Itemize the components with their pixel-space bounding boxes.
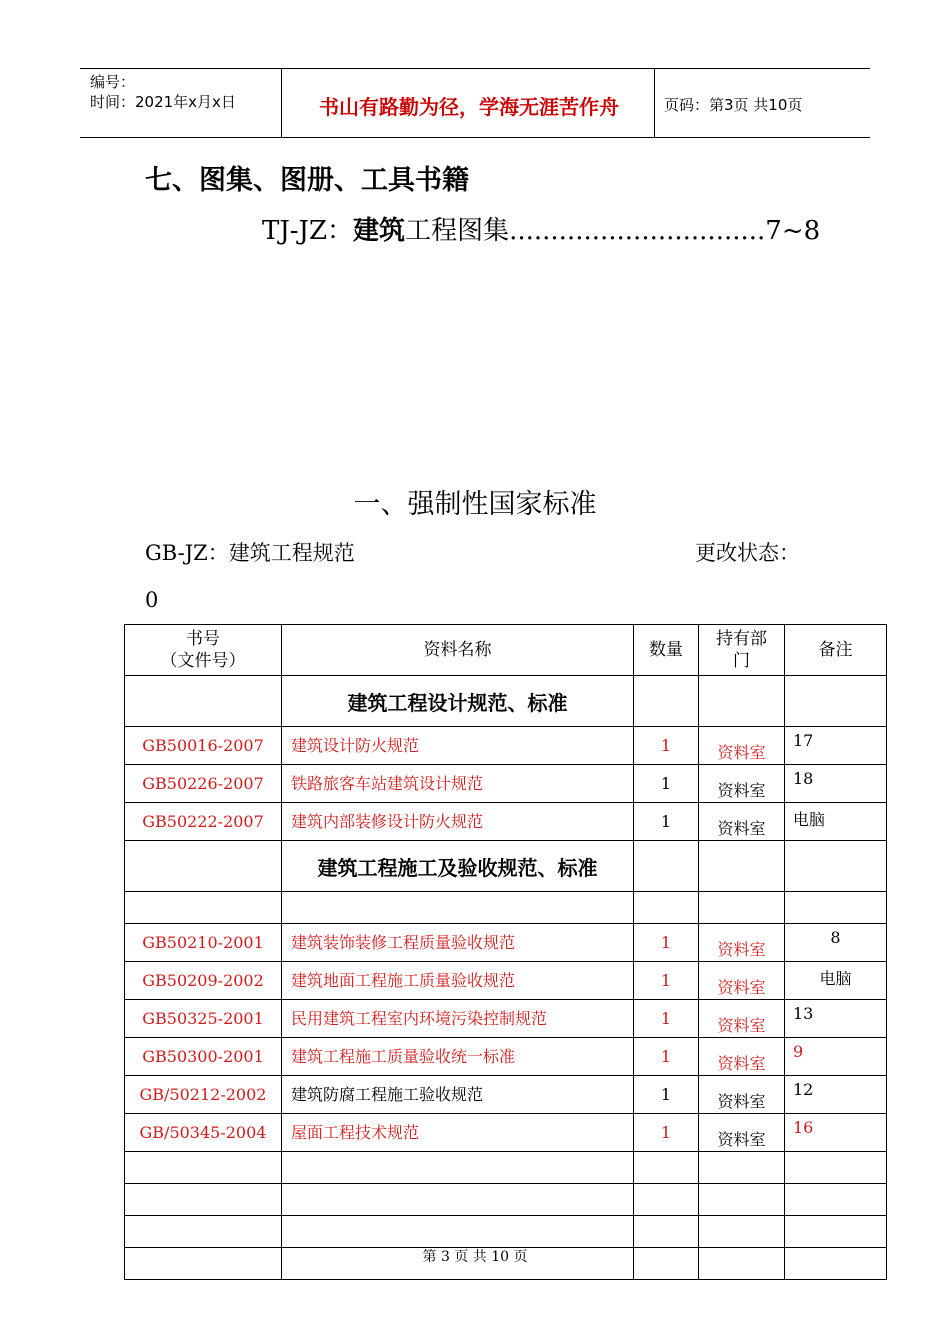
- cell-code: GB50222-2007: [125, 803, 282, 841]
- code-label: 编号：: [90, 73, 136, 91]
- cell-dept: 资料室: [699, 1000, 785, 1038]
- time-label: 时间：2021年x月x日: [90, 93, 236, 111]
- cell-note: 电脑: [785, 803, 887, 841]
- cell-name: 民用建筑工程室内环境污染控制规范: [282, 1000, 634, 1038]
- empty-row: [125, 1184, 887, 1216]
- cell-name: 建筑内部装修设计防火规范: [282, 803, 634, 841]
- cell-dept: 资料室: [699, 803, 785, 841]
- cell-name: 建筑设计防火规范: [282, 727, 634, 765]
- empty-row: [125, 1152, 887, 1184]
- cell-note: 9: [785, 1038, 887, 1076]
- cell-note: 13: [785, 1000, 887, 1038]
- header-meta: [90, 72, 236, 112]
- cell-name: 建筑工程施工质量验收统一标准: [282, 1038, 634, 1076]
- cell-dept: 资料室: [699, 1114, 785, 1152]
- table-row: [125, 727, 887, 765]
- toc-entry-text: 工程图集: [405, 216, 510, 246]
- table-row: [125, 1000, 887, 1038]
- cell-dept: 资料室: [699, 727, 785, 765]
- change-state-value: 0: [145, 588, 159, 612]
- cell-name: 铁路旅客车站建筑设计规范: [282, 765, 634, 803]
- header-motto: 书山有路勤为径，学海无涯苦作舟: [319, 95, 619, 119]
- toc-entry[interactable]: [262, 210, 820, 247]
- col-header-name: 资料名称: [282, 625, 634, 676]
- cell-name: 建筑防腐工程施工验收规范: [282, 1076, 634, 1114]
- cell-code: GB50226-2007: [125, 765, 282, 803]
- cell-name: 建筑地面工程施工质量验收规范: [282, 962, 634, 1000]
- table-row: [125, 924, 887, 962]
- cell-note: 12: [785, 1076, 887, 1114]
- table-header-row: [125, 625, 887, 676]
- cell-name: 建筑装饰装修工程质量验收规范: [282, 924, 634, 962]
- group-row: [125, 841, 887, 892]
- cell-code: GB/50212-2002: [125, 1076, 282, 1114]
- section-title: 一、强制性国家标准: [353, 489, 597, 520]
- cell-qty: 1: [634, 1038, 699, 1076]
- cell-note: 16: [785, 1114, 887, 1152]
- toc-section-title: 七、图集、图册、工具书籍: [145, 165, 469, 196]
- cell-qty: 1: [634, 765, 699, 803]
- page-header: [80, 68, 870, 138]
- header-divider: [654, 69, 655, 137]
- cell-qty: 1: [634, 1000, 699, 1038]
- col-header-note: 备注: [785, 625, 887, 676]
- cell-dept: 资料室: [699, 1038, 785, 1076]
- table-row: [125, 1114, 887, 1152]
- cell-dept: 资料室: [699, 962, 785, 1000]
- cell-code: GB50209-2002: [125, 962, 282, 1000]
- empty-row: [125, 1216, 887, 1248]
- toc-entry-code: TJ-JZ：: [262, 216, 354, 246]
- header-page-info: 页码：第3页 共10页: [664, 96, 803, 114]
- cell-qty: 1: [634, 1114, 699, 1152]
- cell-dept: 资料室: [699, 765, 785, 803]
- group-title: 建筑工程施工及验收规范、标准: [282, 841, 634, 892]
- standards-table: [124, 624, 887, 1280]
- table-row: [125, 1076, 887, 1114]
- group-row: [125, 676, 887, 727]
- section-subtitle: GB-JZ：建筑工程规范: [145, 541, 355, 565]
- cell-qty: 1: [634, 803, 699, 841]
- cell-dept: 资料室: [699, 1076, 785, 1114]
- cell-name: 屋面工程技术规范: [282, 1114, 634, 1152]
- col-header-qty: 数量: [634, 625, 699, 676]
- cell-code: GB/50345-2004: [125, 1114, 282, 1152]
- table-row: [125, 962, 887, 1000]
- cell-qty: 1: [634, 924, 699, 962]
- change-state-label: 更改状态：: [695, 541, 800, 565]
- cell-dept: 资料室: [699, 924, 785, 962]
- table-row: [125, 1038, 887, 1076]
- toc-entry-pages: 7~8: [765, 216, 821, 246]
- toc-entry-bold: 建筑: [353, 216, 406, 246]
- empty-row: [125, 892, 887, 924]
- page-footer: 第 3 页 共 10 页: [422, 1249, 528, 1265]
- cell-note: 17: [785, 727, 887, 765]
- cell-code: GB50325-2001: [125, 1000, 282, 1038]
- col-header-dept: 持有部 门: [699, 625, 785, 676]
- cell-qty: 1: [634, 1076, 699, 1114]
- group-title: 建筑工程设计规范、标准: [282, 676, 634, 727]
- cell-code: GB50210-2001: [125, 924, 282, 962]
- table-row: [125, 765, 887, 803]
- cell-qty: 1: [634, 727, 699, 765]
- cell-note: 电脑: [785, 962, 887, 1000]
- cell-qty: 1: [634, 962, 699, 1000]
- table-row: [125, 803, 887, 841]
- col-header-code: 书号 （文件号）: [125, 625, 282, 676]
- cell-note: 18: [785, 765, 887, 803]
- toc-entry-dots: ...............................: [509, 216, 766, 246]
- cell-code: GB50300-2001: [125, 1038, 282, 1076]
- cell-note: 8: [785, 924, 887, 962]
- cell-code: GB50016-2007: [125, 727, 282, 765]
